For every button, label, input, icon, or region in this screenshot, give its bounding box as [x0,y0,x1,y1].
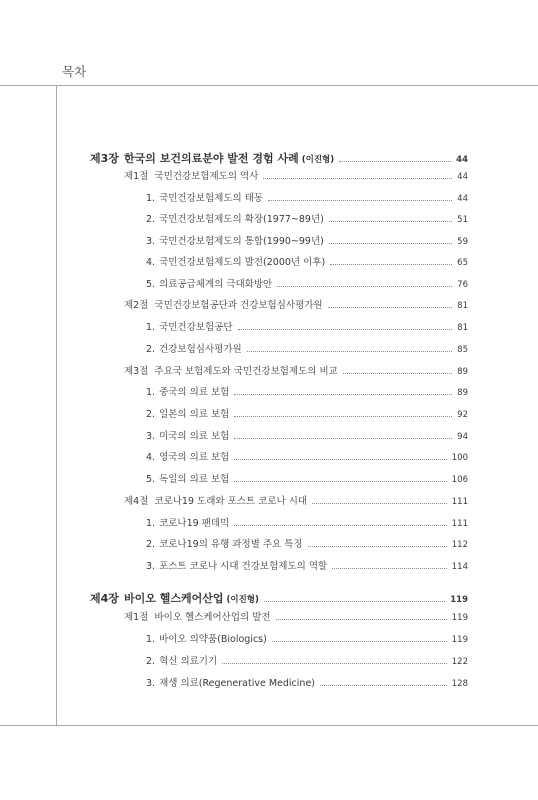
toc-entry-label [124,297,323,311]
dot-leader [312,503,447,504]
dot-leader [329,221,452,222]
toc-entry-page-number: 89 [457,388,468,398]
dot-leader [268,200,452,201]
toc-entry-number: 1. [146,518,156,529]
toc-entry-label [124,363,338,377]
toc-section-row[interactable] [124,363,468,377]
toc-item-row[interactable] [146,254,468,268]
toc-item-row[interactable] [146,211,468,225]
toc-entry-number: 5. [146,279,156,290]
toc-section-row[interactable] [124,609,468,623]
dot-leader [320,685,447,686]
toc-entry-title: 국민건강보험제도의 태동 [159,193,264,204]
toc-entry-number: 2. [146,214,156,225]
toc-item-row[interactable] [146,558,468,572]
toc-entry-title: 중국의 의료 보험 [159,387,230,398]
toc-entry-title: 바이오 의약품(Biologics) [159,634,267,645]
toc-entry-number: 4. [146,452,156,463]
toc-entry-title: 영국의 의료 보험 [159,452,230,463]
toc-entry-title: 건강보험심사평가원 [159,344,242,355]
dot-leader [277,286,452,287]
toc-entry-number: 3. [146,678,156,689]
toc-entry-number: 3. [146,236,156,247]
toc-entry-page-number: 114 [451,562,468,572]
toc-entry-title: 국민건강보험공단 [159,322,233,333]
toc-entry-label [146,276,272,290]
toc-entry-title: 코로나19 도래와 포스트 코로나 시대 [154,496,308,507]
toc-entry-label [146,341,242,355]
toc-entry-page-number: 89 [457,367,468,377]
toc-entry-number: 5. [146,474,156,485]
toc-entry-label [146,631,267,645]
toc-entry-page-number: 59 [457,237,468,247]
toc-entry-title: 주요국 보험제도와 국민건강보험제도의 비교 [154,366,338,377]
dot-leader [234,459,446,460]
toc-entry-title: 국민건강보험제도의 통합(1990~99년) [159,236,324,247]
toc-entry-page-number: 92 [457,410,468,420]
toc-entry-page-number: 44 [457,194,468,204]
dot-leader [238,329,453,330]
toc-entry-page-number: 112 [451,540,468,550]
toc-entry-label [146,675,315,689]
toc-entry-label [146,384,229,398]
toc-entry-title: 국민건강보험제도의 확장(1977~89년) [159,214,324,225]
toc-entry-author: (이진형) [226,595,259,605]
dot-leader [263,178,452,179]
toc-entry-page-number: 65 [457,258,468,268]
toc-entry-label [146,319,233,333]
dot-leader [343,373,452,374]
toc-entry-label [124,609,271,623]
dot-leader [332,568,447,569]
toc-entry-number: 제1절 [124,612,149,623]
toc-entry-page-number: 119 [451,613,468,623]
toc-entry-number: 3. [146,561,156,572]
toc-chapter-row[interactable] [90,590,468,606]
toc-entry-title: 의료공급체계의 극대화방안 [159,279,273,290]
toc-entry-title: 바이오 헬스케어산업의 발전 [154,612,271,623]
toc-entry-page-number: 94 [457,432,468,442]
toc-entry-page-number: 51 [457,215,468,225]
toc-entry-page-number: 106 [451,475,468,485]
toc-item-row[interactable] [146,536,468,550]
toc-entry-number: 제4절 [124,496,149,507]
toc-entry-number: 제1절 [124,171,149,182]
toc-entry-number: 제3장 [90,152,119,165]
toc-entry-page-number: 122 [451,657,468,667]
toc-entry-label [124,493,307,507]
toc-entry-title: 혁신 의료기기 [159,656,218,667]
dot-leader [308,546,447,547]
toc-entry-number: 4. [146,257,156,268]
toc-entry-number: 제2절 [124,300,149,311]
toc-entry-page-number: 81 [457,323,468,333]
dot-leader [330,264,452,265]
toc-item-row[interactable] [146,233,468,247]
page-title: 목차 [62,64,87,79]
dot-leader [234,416,452,417]
dot-leader [328,307,453,308]
toc-entry-label [146,233,324,247]
toc-entry-label [146,515,229,529]
toc-entry-number: 2. [146,344,156,355]
toc-entry-page-number: 100 [451,453,468,463]
toc-entry-number: 2. [146,656,156,667]
toc-entry-page-number: 119 [451,635,468,645]
toc-entry-author: (이진형) [301,155,335,165]
dot-leader [247,351,453,352]
toc-entry-page-number: 44 [457,172,468,182]
toc-item-row[interactable] [146,406,468,420]
dot-leader [329,243,452,244]
toc-chapter-row[interactable] [90,150,468,166]
toc-section-row[interactable] [124,297,468,311]
toc-entry-number: 3. [146,431,156,442]
toc-item-row[interactable] [146,515,468,529]
dot-leader [234,525,447,526]
toc-entry-title: 일본의 의료 보험 [159,409,230,420]
toc-entry-number: 1. [146,193,156,204]
toc-entry-label [146,190,263,204]
toc-entry-label [146,536,303,550]
toc-entry-page-number: 119 [450,595,468,605]
toc-entry-title: 국민건강보험공단과 건강보험심사평가원 [154,300,323,311]
toc-item-row[interactable] [146,631,468,645]
toc-item-row[interactable] [146,319,468,333]
dot-leader [222,663,447,664]
toc-entry-label [124,168,258,182]
toc-section-row[interactable] [124,493,468,507]
toc-entry-label [146,211,324,225]
toc-entry-label [146,653,217,667]
toc-item-row[interactable] [146,384,468,398]
toc-entry-page-number: 111 [451,519,468,529]
toc-entry-title: 바이오 헬스케어산업 [124,592,224,605]
toc-item-row[interactable] [146,276,468,290]
toc-entry-label [146,558,327,572]
toc-entry-number: 1. [146,322,156,333]
toc-entry-page-number: 76 [457,280,468,290]
toc-entry-title: 국민건강보험제도의 발전(2000년 이후) [159,257,326,268]
toc-entry-number: 2. [146,409,156,420]
toc-item-row[interactable] [146,675,468,689]
toc-entry-label [90,590,259,606]
toc-entry-title: 미국의 의료 보험 [159,431,230,442]
toc-entry-page-number: 128 [451,679,468,689]
dot-leader [234,394,452,395]
toc-item-row[interactable] [146,471,468,485]
toc-item-row[interactable] [146,653,468,667]
toc-entry-number: 제4장 [90,592,119,605]
dot-leader [264,601,445,602]
toc-entry-title: 독일의 의료 보험 [159,474,230,485]
toc-item-row[interactable] [146,341,468,355]
toc-entry-title: 코로나19 팬데믹 [159,518,230,529]
toc-entry-title: 재생 의료(Regenerative Medicine) [159,678,315,689]
toc-item-row[interactable] [146,428,468,442]
toc-section-row[interactable] [124,168,468,182]
dot-leader [339,161,451,162]
toc-entry-number: 2. [146,539,156,550]
toc-entry-label [146,428,229,442]
dot-leader [234,438,452,439]
toc-entry-page-number: 81 [457,301,468,311]
toc-entry-label [146,254,325,268]
toc-entry-title: 한국의 보건의료분야 발전 경험 사례 [124,152,299,165]
toc-entry-page-number: 44 [456,155,468,165]
toc-item-row[interactable] [146,449,468,463]
toc-entry-label [146,471,229,485]
dot-leader [272,641,447,642]
dot-leader [234,481,446,482]
toc-entry-title: 포스트 코로나 시대 건강보험제도의 역할 [159,561,328,572]
toc-entry-number: 1. [146,634,156,645]
toc-entry-title: 코로나19의 유행 과정별 주요 특징 [159,539,303,550]
dot-leader [276,619,447,620]
toc-entry-label [146,406,229,420]
toc-entry-page-number: 111 [451,497,468,507]
toc-entry-label [146,449,229,463]
toc-entry-title: 국민건강보험제도의 역사 [154,171,259,182]
toc-entry-label [90,150,334,166]
toc-entry-number: 제3절 [124,366,149,377]
toc-item-row[interactable] [146,190,468,204]
toc-entry-number: 1. [146,387,156,398]
toc-entry-page-number: 85 [457,345,468,355]
